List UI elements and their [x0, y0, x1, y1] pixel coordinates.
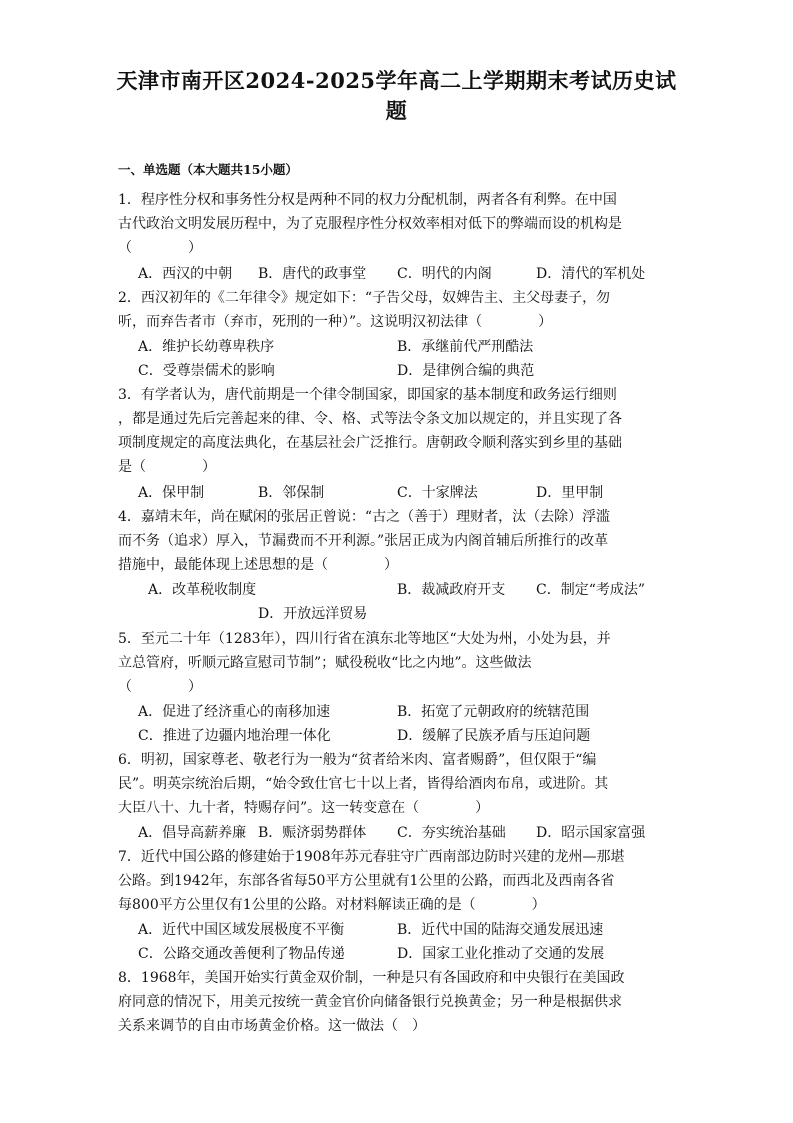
- q6-option-b: B．赈济弱势群体: [258, 825, 367, 841]
- q4-option-c: C．制定“考成法”: [536, 582, 646, 598]
- q5-option-a: A．促进了经济重心的南移加速: [138, 704, 331, 720]
- title-line-1: 天津市南开区2024-2025学年高二上学期期末考试历史试: [116, 68, 677, 93]
- q2-option-d: D．是律例合编的典范: [397, 363, 535, 379]
- q8-line-3: 关系来调节的自由市场黄金价格。这一做法（ ）: [118, 1018, 426, 1034]
- q5-option-d: D．缓解了民族矛盾与压迫问题: [397, 728, 591, 744]
- q3-line-3: 项制度规定的高度法典化，在基层社会广泛推行。唐朝政令顺利落实到乡里的基础: [118, 435, 622, 451]
- q6-line-1: 6．明初，国家尊老、敬老行为一般为“贫者给米肉、富者赐爵”，但仅限于“编: [118, 752, 597, 768]
- q4-line-2: 而不务（追求）厚入，节漏费而不开利源。”张居正成为内阁首辅后所推行的改革: [118, 533, 609, 549]
- q3-line-4: 是（ ）: [118, 459, 216, 475]
- q3-option-c: C．十家牌法: [397, 485, 478, 501]
- q3-line-2: ，都是通过先后完善起来的律、令、格、式等法令条文加以规定的，并且实现了各: [118, 411, 622, 427]
- section-heading: 一、单选题（本大题共15小题）: [118, 162, 298, 177]
- q4-option-d: D．开放远洋贸易: [258, 606, 368, 622]
- q3-option-d: D．里甲制: [536, 485, 604, 501]
- q3-line-1: 3．有学者认为，唐代前期是一个律令制国家，即国家的基本制度和政务运行细则: [118, 387, 617, 403]
- q8-line-2: 府同意的情况下，用美元按统一黄金官价向储备银行兑换黄金；另一种是根据供求: [118, 994, 622, 1010]
- q4-option-b: B．裁减政府开支: [397, 582, 506, 598]
- q4-line-3: 措施中，最能体现上述思想的是（ ）: [118, 557, 398, 573]
- q2-option-b: B．承继前代严刑酷法: [397, 339, 534, 355]
- q8-line-1: 8．1968年，美国开始实行黄金双价制，一种是只有各国政府和中央银行在美国政: [118, 970, 625, 986]
- q2-option-c: C．受尊崇儒术的影响: [138, 363, 275, 379]
- q1-line-3: （ ）: [118, 240, 202, 256]
- q7-line-2: 公路。到1942年，东部各省每50平方公里就有1公里的公路，而西北及西南各省: [118, 873, 615, 889]
- q6-option-c: C．夯实统治基础: [397, 825, 506, 841]
- q7-option-b: B．近代中国的陆海交通发展迅速: [397, 922, 604, 938]
- q5-line-2: 立总管府，听顺元路宣慰司节制”；赋役税收“比之内地”。这些做法: [118, 655, 532, 671]
- q1-line-2: 古代政治文明发展历程中，为了克服程序性分权效率相对低下的弊端而设的机构是: [118, 216, 622, 232]
- q5-line-3: （ ）: [118, 679, 202, 695]
- q4-option-a: A．改革税收制度: [148, 582, 257, 598]
- q6-option-d: D．昭示国家富强: [536, 825, 646, 841]
- q7-option-d: D．国家工业化推动了交通的发展: [397, 946, 605, 962]
- page-title: [110, 66, 683, 126]
- q1-line-1: 1．程序性分权和事务性分权是两种不同的权力分配机制，两者各有利弊。在中国: [118, 192, 617, 208]
- q3-option-a: A．保甲制: [138, 485, 205, 501]
- q2-line-2: 听，而弃告者市（弃市，死刑的一种）”。这说明汉初法律（ ）: [118, 314, 553, 330]
- q2-line-1: 2．西汉初年的《二年律令》规定如下：“子告父母，奴婢告主、主父母妻子，勿: [118, 290, 611, 306]
- q7-option-c: C．公路交通改善便利了物品传递: [138, 946, 345, 962]
- q3-option-b: B．邻保制: [258, 485, 325, 501]
- q6-line-3: 大臣八十、九十者，特赐存问”。这一转变意在（ ）: [118, 800, 490, 816]
- q4-line-1: 4．嘉靖末年，尚在赋闲的张居正曾说：“古之（善于）理财者，汰（去除）浮滥: [118, 509, 611, 525]
- q6-line-2: 民”。明英宗统治后期，“始令致仕官七十以上者，皆得给酒肉布帛，或进阶。其: [118, 776, 609, 792]
- q7-option-a: A．近代中国区域发展极度不平衡: [138, 922, 345, 938]
- q5-line-1: 5．至元二十年（1283年），四川行省在滇东北等地区“大处为州，小处为县，并: [118, 631, 611, 647]
- q5-option-b: B．拓宽了元朝政府的统辖范围: [397, 704, 590, 720]
- q7-line-1: 7．近代中国公路的修建始于1908年苏元春驻守广西南部边防时兴建的龙州—那堪: [118, 849, 625, 865]
- q1-option-a: A．西汉的中朝: [138, 266, 233, 282]
- title-line-2: 题: [385, 98, 408, 123]
- q7-line-3: 每800平方公里仅有1公里的公路。对材料解读正确的是（ ）: [118, 897, 546, 913]
- q2-option-a: A．维护长幼尊卑秩序: [138, 339, 275, 355]
- q1-option-c: C．明代的内阁: [397, 266, 492, 282]
- q6-option-a: A．倡导高薪养廉: [138, 825, 247, 841]
- q1-option-b: B．唐代的政事堂: [258, 266, 367, 282]
- q1-option-d: D．清代的军机处: [536, 266, 646, 282]
- q5-option-c: C．推进了边疆内地治理一体化: [138, 728, 331, 744]
